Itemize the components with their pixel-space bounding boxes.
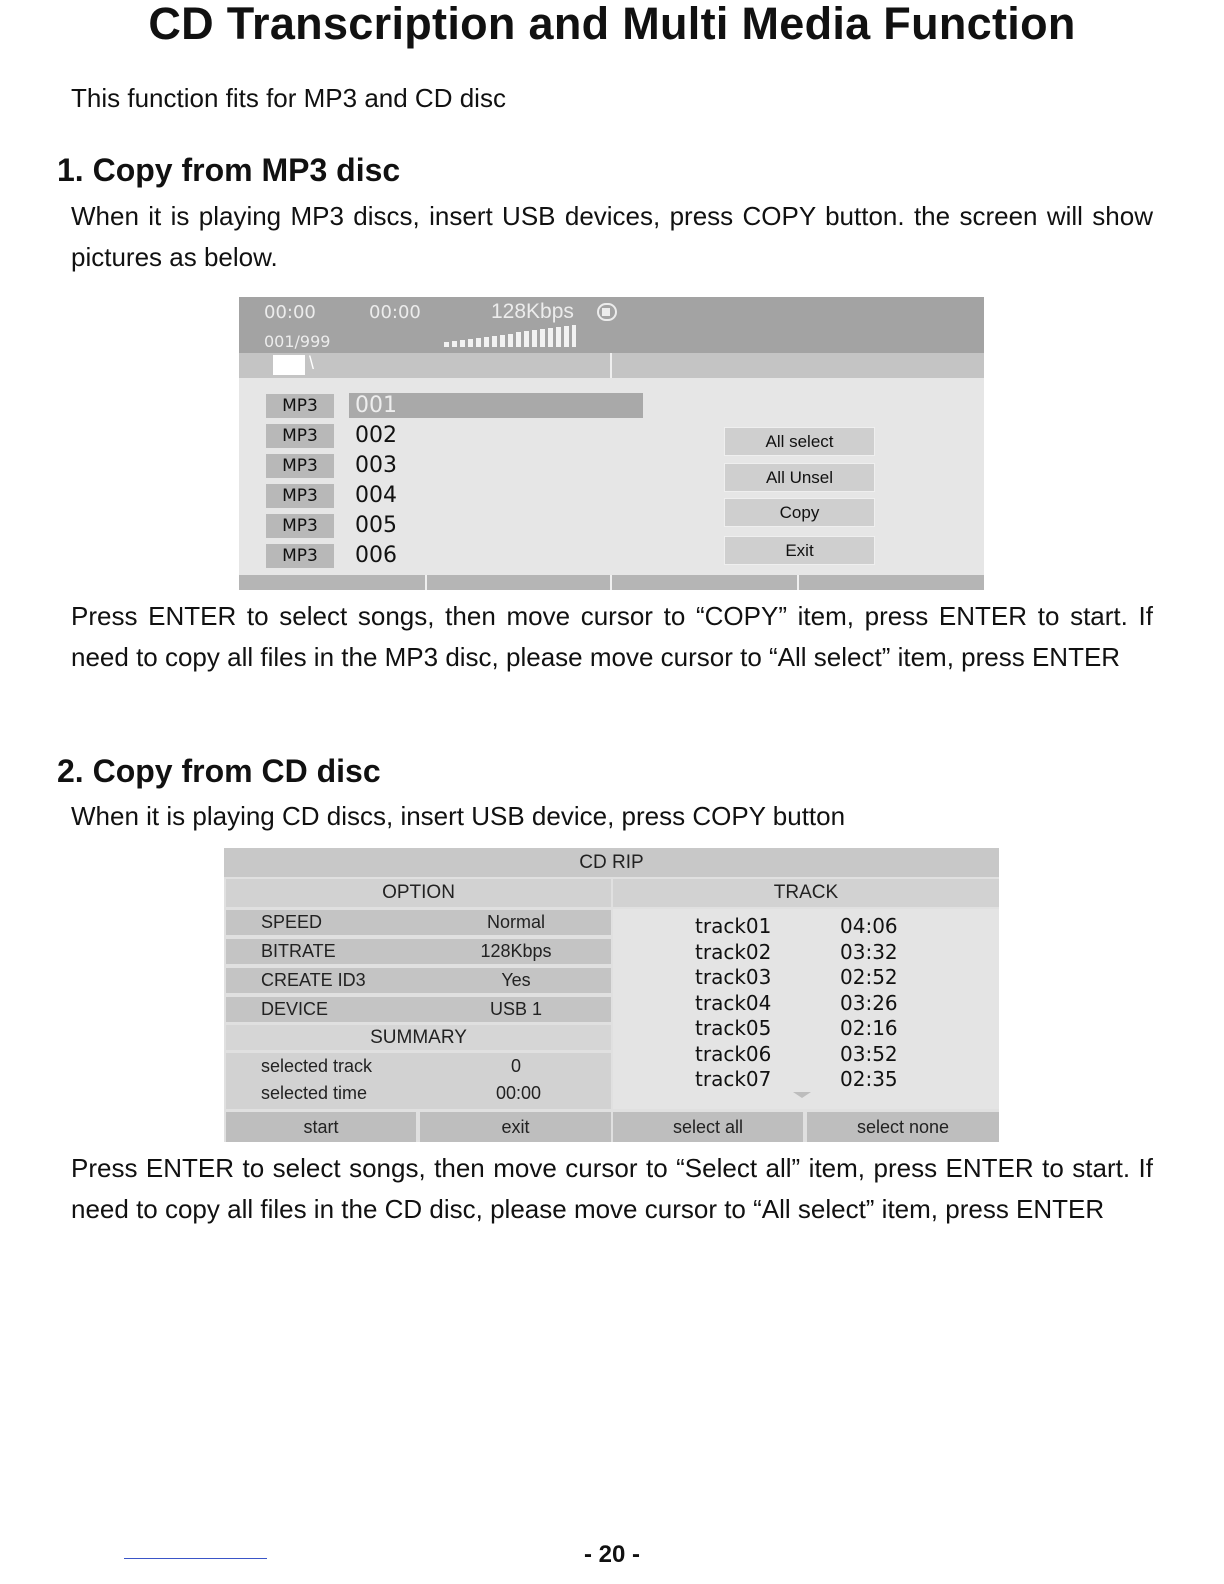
intro-text: This function fits for MP3 and CD disc xyxy=(71,83,506,113)
bottom-divider xyxy=(610,575,612,590)
file-counter: 001/999 xyxy=(264,332,331,351)
folder-icon xyxy=(273,355,305,375)
select-all-button[interactable]: select all xyxy=(613,1112,803,1142)
option-device[interactable] xyxy=(226,997,611,1022)
track-name[interactable]: track04 xyxy=(695,990,772,1015)
track-time: 02:35 xyxy=(840,1067,898,1091)
summary-header: SUMMARY xyxy=(226,1025,611,1050)
track-header: TRACK xyxy=(613,879,999,907)
selected-track-label: selected track xyxy=(261,1056,373,1076)
track-time: 03:32 xyxy=(840,939,898,964)
file-type-badge: MP3 xyxy=(266,424,334,448)
file-type-badge: MP3 xyxy=(266,514,334,538)
option-value: Yes xyxy=(501,970,531,990)
selected-track-value: 0 xyxy=(510,1056,521,1076)
file-name[interactable]: 004 xyxy=(355,483,397,508)
time-total: 00:00 xyxy=(369,302,421,323)
option-speed[interactable] xyxy=(226,910,611,935)
bitrate-readout: 128Kbps xyxy=(491,300,574,323)
track-times xyxy=(840,914,898,1093)
file-name[interactable]: 002 xyxy=(355,423,397,448)
battery-icon xyxy=(597,303,617,321)
file-type-badge: MP3 xyxy=(266,394,334,418)
track-name[interactable]: track01 xyxy=(695,914,772,938)
track-time: 02:16 xyxy=(840,1016,898,1040)
option-label: CREATE ID3 xyxy=(261,970,366,990)
file-name[interactable]: 006 xyxy=(355,543,397,568)
file-type-badge: MP3 xyxy=(266,544,334,568)
path-divider xyxy=(610,353,612,378)
section2-heading: 2. Copy from CD disc xyxy=(57,753,381,789)
mp3-copy-screen xyxy=(239,297,984,590)
option-value: 128Kbps xyxy=(480,941,552,961)
section2-instructions: Press ENTER to select songs, then move cursor to “Select all” item, press ENTER to start. If need to copy all files in the CD disc, please move cursor to “All select” item, press ENTER xyxy=(71,1153,1153,1224)
bottom-divider xyxy=(797,575,799,590)
option-label: BITRATE xyxy=(261,941,336,961)
exit-button[interactable]: Exit xyxy=(724,536,875,565)
track-name[interactable]: track06 xyxy=(695,1041,772,1066)
time-elapsed: 00:00 xyxy=(264,302,316,323)
start-button[interactable]: start xyxy=(226,1112,416,1142)
copy-button[interactable]: Copy xyxy=(724,498,875,527)
signal-level-icon xyxy=(444,325,576,347)
cd-rip-screen xyxy=(224,848,999,1142)
option-create-id3[interactable] xyxy=(226,968,611,993)
track-names xyxy=(695,914,771,1093)
file-name[interactable]: 003 xyxy=(355,453,397,478)
track-time: 02:52 xyxy=(840,965,898,989)
section2-text: When it is playing CD discs, insert USB device, press COPY button xyxy=(71,801,846,831)
selected-time-label: selected time xyxy=(261,1083,368,1103)
cd-rip-title: CD RIP xyxy=(224,848,999,877)
all-select-button[interactable]: All select xyxy=(724,427,875,456)
page-title: CD Transcription and Multi Media Function xyxy=(148,0,1076,49)
option-value: USB 1 xyxy=(489,999,543,1019)
track-list xyxy=(613,909,999,1109)
select-none-button[interactable]: select none xyxy=(807,1112,999,1142)
page-number: - 20 - xyxy=(583,1541,640,1568)
scroll-down-icon[interactable] xyxy=(793,1092,811,1098)
section1-heading: 1. Copy from MP3 disc xyxy=(57,152,401,188)
current-path: \ xyxy=(309,353,315,373)
section1-text: When it is playing MP3 discs, insert USB devices, press COPY button. the screen will show pictures as below. xyxy=(71,201,1153,272)
all-unselect-button[interactable]: All Unsel xyxy=(724,463,875,492)
track-name[interactable]: track03 xyxy=(695,965,772,989)
option-header: OPTION xyxy=(226,879,611,907)
option-value: Normal xyxy=(486,912,545,932)
exit-button[interactable]: exit xyxy=(420,1112,611,1142)
summary-panel xyxy=(226,1053,611,1109)
selected-time-value: 00:00 xyxy=(496,1083,542,1103)
file-name[interactable]: 001 xyxy=(355,393,397,418)
option-label: SPEED xyxy=(261,912,323,932)
track-name[interactable]: track07 xyxy=(695,1067,772,1091)
track-time: 03:26 xyxy=(840,990,898,1015)
file-type-badge: MP3 xyxy=(266,454,334,478)
track-name[interactable]: track05 xyxy=(695,1016,772,1040)
file-type-badge: MP3 xyxy=(266,484,334,508)
track-time: 03:52 xyxy=(840,1041,898,1066)
option-bitrate[interactable] xyxy=(226,939,611,964)
option-label: DEVICE xyxy=(261,999,329,1019)
file-name[interactable]: 005 xyxy=(355,513,397,538)
bottom-divider xyxy=(425,575,427,590)
track-name[interactable]: track02 xyxy=(695,939,772,964)
track-time: 04:06 xyxy=(840,914,898,938)
section1-instructions: Press ENTER to select songs, then move cursor to “COPY” item, press ENTER to start. If need to copy all files in the MP3 disc, please move cursor to “All select” item, press ENTER xyxy=(71,601,1153,672)
